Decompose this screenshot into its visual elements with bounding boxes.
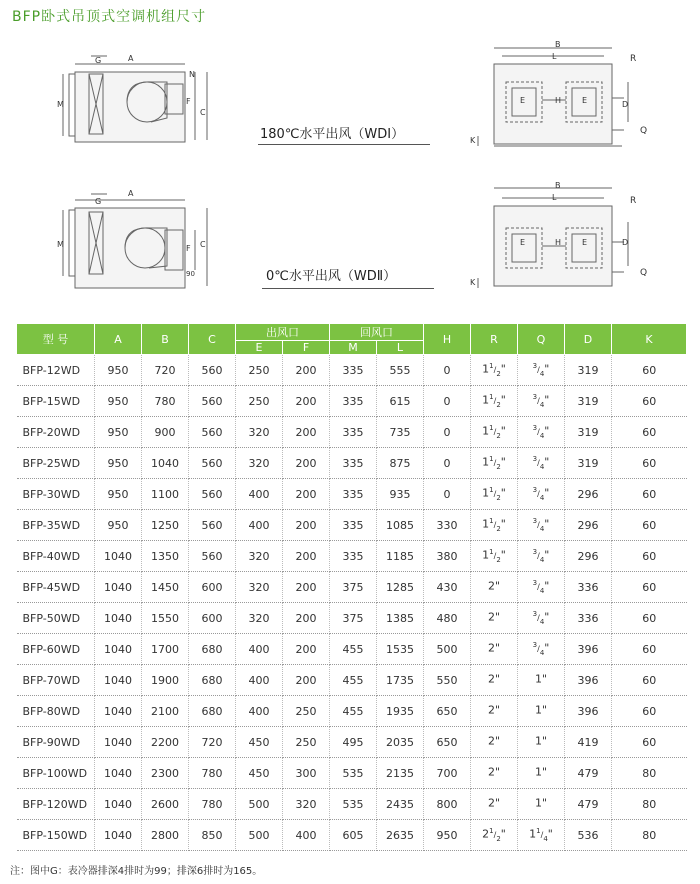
dim-90-label: 90 — [186, 270, 195, 278]
cell-h: 480 — [424, 603, 471, 634]
cell-c: 850 — [189, 820, 236, 851]
cell-a: 1040 — [95, 572, 142, 603]
cell-q: $^3/_4$" — [518, 479, 565, 510]
cell-d: 396 — [565, 634, 612, 665]
cell-k: 60 — [612, 386, 687, 417]
cell-q: $1^1/_4$" — [518, 820, 565, 851]
cell-d: 319 — [565, 417, 612, 448]
cell-b: 2300 — [142, 758, 189, 789]
cell-h: 550 — [424, 665, 471, 696]
cell-k: 60 — [612, 696, 687, 727]
cell-f: 300 — [283, 758, 330, 789]
cell-d: 319 — [565, 355, 612, 386]
dim-e2-label-bottom: E — [582, 238, 588, 247]
cell-m: 335 — [330, 448, 377, 479]
cell-model: BFP-70WD — [17, 665, 95, 696]
cell-l: 615 — [377, 386, 424, 417]
cell-a: 1040 — [95, 696, 142, 727]
table-row — [17, 541, 687, 572]
dim-h-label-bottom: H — [555, 238, 562, 247]
cell-e: 320 — [236, 572, 283, 603]
cell-b: 2200 — [142, 727, 189, 758]
cell-model: BFP-60WD — [17, 634, 95, 665]
cell-b: 2100 — [142, 696, 189, 727]
dim-m-label-bottom: M — [57, 240, 64, 249]
cell-a: 950 — [95, 386, 142, 417]
cell-d: 396 — [565, 665, 612, 696]
cell-a: 950 — [95, 448, 142, 479]
page-title: BFP卧式吊顶式空调机组尺寸 — [12, 9, 207, 25]
table-row — [17, 789, 687, 820]
cell-h: 700 — [424, 758, 471, 789]
dim-a-label-bottom: A — [128, 189, 134, 198]
cell-model: BFP-25WD — [17, 448, 95, 479]
cell-e: 400 — [236, 510, 283, 541]
cell-f: 250 — [283, 727, 330, 758]
cell-k: 60 — [612, 479, 687, 510]
cell-c: 600 — [189, 572, 236, 603]
cell-r: 2" — [471, 696, 518, 727]
cell-q: $^3/_4$" — [518, 510, 565, 541]
cell-f: 200 — [283, 634, 330, 665]
cell-q: $^3/_4$" — [518, 634, 565, 665]
cell-f: 200 — [283, 541, 330, 572]
header-d: D — [565, 324, 612, 355]
cell-r: $1^1/_2$" — [471, 386, 518, 417]
cell-k: 60 — [612, 510, 687, 541]
cell-e: 500 — [236, 820, 283, 851]
table-row — [17, 603, 687, 634]
cell-d: 296 — [565, 479, 612, 510]
cell-q: 1" — [518, 665, 565, 696]
cell-k: 80 — [612, 758, 687, 789]
cell-h: 330 — [424, 510, 471, 541]
cell-c: 560 — [189, 541, 236, 572]
table-row — [17, 355, 687, 386]
cell-k: 60 — [612, 417, 687, 448]
cell-a: 950 — [95, 479, 142, 510]
cell-r: $1^1/_2$" — [471, 355, 518, 386]
cell-model: BFP-120WD — [17, 789, 95, 820]
cell-f: 200 — [283, 665, 330, 696]
cell-f: 200 — [283, 386, 330, 417]
cell-e: 500 — [236, 789, 283, 820]
cell-q: $^3/_4$" — [518, 417, 565, 448]
cell-f: 250 — [283, 696, 330, 727]
cell-b: 1040 — [142, 448, 189, 479]
cell-q: $^3/_4$" — [518, 603, 565, 634]
cell-b: 1900 — [142, 665, 189, 696]
table-row — [17, 727, 687, 758]
header-l: L — [377, 341, 424, 355]
cell-e: 400 — [236, 696, 283, 727]
cell-f: 200 — [283, 572, 330, 603]
cell-model: BFP-40WD — [17, 541, 95, 572]
cell-e: 250 — [236, 355, 283, 386]
cell-model: BFP-50WD — [17, 603, 95, 634]
cell-q: 1" — [518, 789, 565, 820]
cell-a: 1040 — [95, 603, 142, 634]
cell-d: 479 — [565, 758, 612, 789]
cell-m: 335 — [330, 386, 377, 417]
cell-e: 320 — [236, 448, 283, 479]
table-row — [17, 820, 687, 851]
cell-l: 2135 — [377, 758, 424, 789]
dim-h-label: H — [555, 96, 562, 105]
cell-m: 605 — [330, 820, 377, 851]
cell-l: 555 — [377, 355, 424, 386]
table-row — [17, 758, 687, 789]
cell-f: 200 — [283, 510, 330, 541]
cell-d: 396 — [565, 696, 612, 727]
cell-d: 296 — [565, 510, 612, 541]
cell-h: 0 — [424, 448, 471, 479]
cell-k: 80 — [612, 820, 687, 851]
cell-d: 536 — [565, 820, 612, 851]
cell-r: $2^1/_2$" — [471, 820, 518, 851]
cell-e: 250 — [236, 386, 283, 417]
table-row — [17, 386, 687, 417]
cell-l: 2035 — [377, 727, 424, 758]
header-f: F — [283, 341, 330, 355]
cell-l: 1085 — [377, 510, 424, 541]
header-c: C — [189, 324, 236, 355]
cell-r: $1^1/_2$" — [471, 541, 518, 572]
cell-l: 1285 — [377, 572, 424, 603]
cell-h: 430 — [424, 572, 471, 603]
cell-m: 455 — [330, 665, 377, 696]
cell-e: 450 — [236, 727, 283, 758]
cell-m: 375 — [330, 572, 377, 603]
cell-model: BFP-15WD — [17, 386, 95, 417]
cell-b: 900 — [142, 417, 189, 448]
cell-l: 735 — [377, 417, 424, 448]
cell-f: 200 — [283, 355, 330, 386]
cell-c: 560 — [189, 479, 236, 510]
cell-f: 320 — [283, 789, 330, 820]
dim-a-label: A — [128, 54, 134, 63]
header-e: E — [236, 341, 283, 355]
table-row — [17, 572, 687, 603]
cell-c: 680 — [189, 665, 236, 696]
cell-r: 2" — [471, 572, 518, 603]
cell-l: 2635 — [377, 820, 424, 851]
cell-m: 335 — [330, 541, 377, 572]
caption-underline — [258, 144, 430, 145]
cell-b: 1550 — [142, 603, 189, 634]
cell-m: 455 — [330, 696, 377, 727]
cell-d: 319 — [565, 386, 612, 417]
cell-l: 1935 — [377, 696, 424, 727]
cell-model: BFP-100WD — [17, 758, 95, 789]
cell-f: 200 — [283, 479, 330, 510]
cell-h: 0 — [424, 386, 471, 417]
dim-q-label: Q — [640, 126, 648, 136]
cell-a: 1040 — [95, 789, 142, 820]
cell-h: 950 — [424, 820, 471, 851]
cell-model: BFP-12WD — [17, 355, 95, 386]
cell-q: 1" — [518, 727, 565, 758]
table-row — [17, 510, 687, 541]
cell-k: 60 — [612, 355, 687, 386]
cell-e: 320 — [236, 541, 283, 572]
dim-e2-label: E — [582, 96, 588, 105]
cell-c: 720 — [189, 727, 236, 758]
header-a: A — [95, 324, 142, 355]
table-body — [17, 355, 687, 851]
cell-m: 535 — [330, 789, 377, 820]
caption-wd1: 180℃水平出风（WDI） — [260, 127, 405, 142]
cell-l: 875 — [377, 448, 424, 479]
cell-e: 400 — [236, 479, 283, 510]
cell-k: 80 — [612, 789, 687, 820]
caption-wd2: 0℃水平出风（WDⅡ） — [266, 269, 397, 284]
cell-h: 650 — [424, 696, 471, 727]
table-row — [17, 448, 687, 479]
dim-d-label-bottom: D — [622, 238, 629, 247]
cell-e: 400 — [236, 634, 283, 665]
dim-r-label: R — [630, 54, 637, 64]
cell-q: $^3/_4$" — [518, 355, 565, 386]
cell-d: 296 — [565, 541, 612, 572]
cell-h: 380 — [424, 541, 471, 572]
cell-k: 60 — [612, 603, 687, 634]
cell-l: 1735 — [377, 665, 424, 696]
cell-b: 1100 — [142, 479, 189, 510]
cell-a: 1040 — [95, 820, 142, 851]
cell-a: 1040 — [95, 634, 142, 665]
dim-g-label-bottom: G — [95, 197, 102, 206]
cell-d: 479 — [565, 789, 612, 820]
header-k: K — [612, 324, 687, 355]
cell-r: 2" — [471, 727, 518, 758]
cell-model: BFP-30WD — [17, 479, 95, 510]
cell-k: 60 — [612, 572, 687, 603]
cell-model: BFP-80WD — [17, 696, 95, 727]
cell-h: 0 — [424, 355, 471, 386]
spec-table — [16, 323, 687, 851]
dim-g-label: G — [95, 56, 102, 65]
cell-e: 320 — [236, 417, 283, 448]
cell-c: 600 — [189, 603, 236, 634]
header-outlet: 出风口 — [236, 324, 330, 341]
dim-n-label: N — [189, 70, 195, 79]
header-model: 型 号 — [17, 324, 95, 355]
cell-c: 560 — [189, 448, 236, 479]
cell-b: 2600 — [142, 789, 189, 820]
cell-b: 1250 — [142, 510, 189, 541]
header-h: H — [424, 324, 471, 355]
cell-k: 60 — [612, 448, 687, 479]
cell-r: $1^1/_2$" — [471, 479, 518, 510]
cell-d: 419 — [565, 727, 612, 758]
cell-c: 680 — [189, 634, 236, 665]
cell-f: 400 — [283, 820, 330, 851]
dim-b-label: B — [555, 40, 561, 49]
table-row — [17, 665, 687, 696]
dim-e-label-bottom: E — [520, 238, 526, 247]
caption-underline-bottom — [262, 288, 434, 289]
cell-b: 1700 — [142, 634, 189, 665]
dim-q-label-bottom: Q — [640, 268, 648, 278]
cell-r: $1^1/_2$" — [471, 417, 518, 448]
dim-r-label-bottom: R — [630, 196, 637, 206]
cell-h: 650 — [424, 727, 471, 758]
dim-b-label-bottom: B — [555, 181, 561, 190]
header-m: M — [330, 341, 377, 355]
cell-d: 319 — [565, 448, 612, 479]
table-row — [17, 634, 687, 665]
cell-f: 200 — [283, 417, 330, 448]
cell-r: 2" — [471, 789, 518, 820]
header-b: B — [142, 324, 189, 355]
cell-k: 60 — [612, 634, 687, 665]
dim-l-label: L — [552, 52, 557, 61]
cell-h: 0 — [424, 479, 471, 510]
cell-q: $^3/_4$" — [518, 541, 565, 572]
dim-m-label: M — [57, 100, 64, 109]
cell-d: 336 — [565, 603, 612, 634]
cell-h: 0 — [424, 417, 471, 448]
footnote: 注：图中G：表冷器排深4排时为99；排深6排时为165。 — [10, 866, 263, 877]
cell-f: 200 — [283, 603, 330, 634]
cell-l: 2435 — [377, 789, 424, 820]
cell-a: 1040 — [95, 758, 142, 789]
cell-m: 495 — [330, 727, 377, 758]
side-view-diagram-top — [55, 50, 220, 160]
cell-b: 1350 — [142, 541, 189, 572]
cell-l: 935 — [377, 479, 424, 510]
cell-r: $1^1/_2$" — [471, 448, 518, 479]
header-q: Q — [518, 324, 565, 355]
cell-b: 720 — [142, 355, 189, 386]
cell-r: 2" — [471, 603, 518, 634]
dim-e-label: E — [520, 96, 526, 105]
cell-k: 60 — [612, 727, 687, 758]
cell-m: 535 — [330, 758, 377, 789]
cell-q: 1" — [518, 758, 565, 789]
cell-model: BFP-20WD — [17, 417, 95, 448]
cell-e: 400 — [236, 665, 283, 696]
cell-q: $^3/_4$" — [518, 448, 565, 479]
cell-q: 1" — [518, 696, 565, 727]
cell-model: BFP-90WD — [17, 727, 95, 758]
dim-c-label-bottom: C — [200, 240, 206, 249]
dim-c-label: C — [200, 108, 206, 117]
cell-model: BFP-150WD — [17, 820, 95, 851]
cell-a: 1040 — [95, 541, 142, 572]
cell-l: 1385 — [377, 603, 424, 634]
cell-c: 780 — [189, 758, 236, 789]
header-r: R — [471, 324, 518, 355]
table-row — [17, 417, 687, 448]
cell-a: 950 — [95, 510, 142, 541]
cell-a: 1040 — [95, 665, 142, 696]
cell-m: 335 — [330, 510, 377, 541]
table-row — [17, 479, 687, 510]
cell-r: 2" — [471, 634, 518, 665]
cell-k: 60 — [612, 541, 687, 572]
dim-f-label-bottom: F — [186, 244, 191, 253]
cell-c: 560 — [189, 510, 236, 541]
cell-h: 800 — [424, 789, 471, 820]
cell-m: 335 — [330, 355, 377, 386]
dim-l-label-bottom: L — [552, 193, 557, 202]
cell-k: 60 — [612, 665, 687, 696]
cell-d: 336 — [565, 572, 612, 603]
cell-b: 2800 — [142, 820, 189, 851]
cell-a: 950 — [95, 355, 142, 386]
cell-c: 560 — [189, 417, 236, 448]
cell-model: BFP-35WD — [17, 510, 95, 541]
cell-r: 2" — [471, 758, 518, 789]
cell-m: 335 — [330, 479, 377, 510]
header-inlet: 回风口 — [330, 324, 424, 341]
cell-h: 500 — [424, 634, 471, 665]
cell-e: 320 — [236, 603, 283, 634]
table-row — [17, 696, 687, 727]
cell-l: 1535 — [377, 634, 424, 665]
cell-r: $1^1/_2$" — [471, 510, 518, 541]
cell-e: 450 — [236, 758, 283, 789]
cell-q: $^3/_4$" — [518, 386, 565, 417]
dim-k-label-bottom: K — [470, 278, 476, 287]
cell-f: 200 — [283, 448, 330, 479]
side-view-diagram-bottom — [55, 190, 220, 300]
cell-l: 1185 — [377, 541, 424, 572]
dim-f-label: F — [186, 97, 191, 106]
cell-r: 2" — [471, 665, 518, 696]
cell-a: 1040 — [95, 727, 142, 758]
cell-m: 335 — [330, 417, 377, 448]
cell-model: BFP-45WD — [17, 572, 95, 603]
cell-m: 375 — [330, 603, 377, 634]
dim-d-label: D — [622, 100, 629, 109]
cell-c: 560 — [189, 355, 236, 386]
cell-c: 560 — [189, 386, 236, 417]
dim-k-label: K — [470, 136, 476, 145]
cell-c: 780 — [189, 789, 236, 820]
cell-m: 455 — [330, 634, 377, 665]
cell-b: 780 — [142, 386, 189, 417]
cell-q: $^3/_4$" — [518, 572, 565, 603]
cell-a: 950 — [95, 417, 142, 448]
cell-c: 680 — [189, 696, 236, 727]
cell-b: 1450 — [142, 572, 189, 603]
